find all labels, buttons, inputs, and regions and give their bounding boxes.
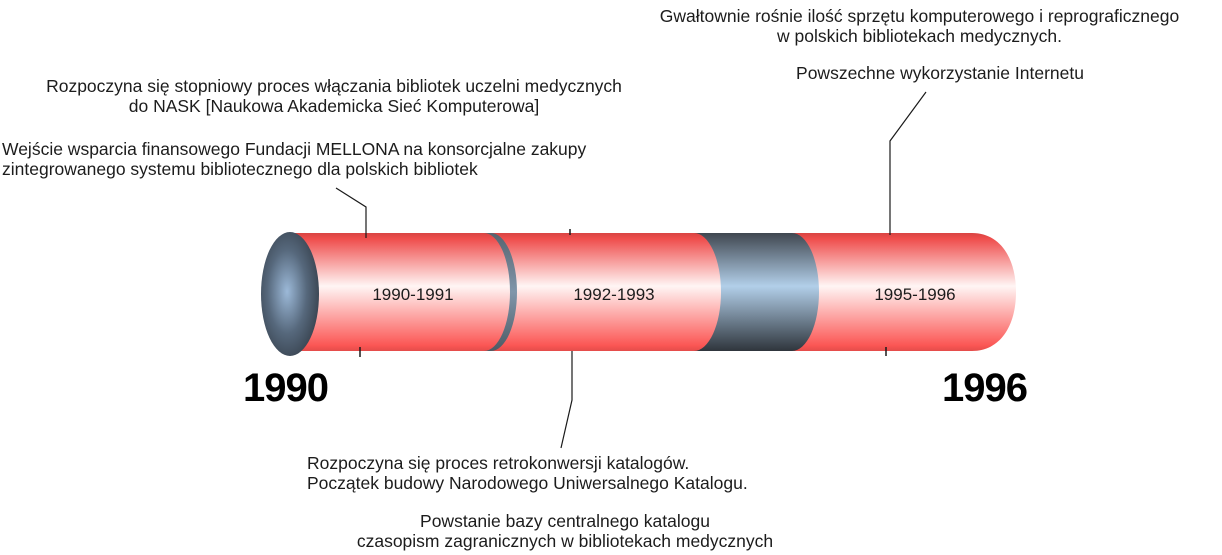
connector-mellona	[336, 188, 366, 238]
annotation-retroconversion-line-2: Początek budowy Narodowego Uniwersalnego Katalogu.	[307, 473, 748, 493]
annotation-equipment	[617, 6, 1222, 46]
start-year-label: 1990	[243, 366, 328, 410]
annotation-retroconversion	[307, 453, 748, 493]
annotation-mellona-line-1: Wejście wsparcia finansowego Fundacji MELLONA na konsorcjalne zakupy	[2, 139, 587, 159]
segment-label-1990-1991: 1990-1991	[372, 285, 454, 304]
segment-label-1992-1993: 1992-1993	[573, 285, 655, 304]
annotation-mellona-line-2: zintegrowanego systemu bibliotecznego dla polskich bibliotek	[2, 159, 478, 179]
annotation-mellona	[2, 139, 586, 179]
annotation-retroconversion-line-1: Rozpoczyna się proces retrokonwersji katalogów.	[307, 453, 690, 473]
annotation-central-catalog-line-1: Powstanie bazy centralnego katalogu	[420, 511, 710, 531]
tube-left-cap	[261, 232, 319, 356]
annotation-equipment-line-2: w polskich bibliotekach medycznych.	[777, 26, 1062, 46]
annotation-internet	[640, 63, 1222, 83]
annotation-nask-line-1: Rozpoczyna się stopniowy proces włączania bibliotek uczelni medycznych	[46, 76, 622, 96]
connector-retroconversion	[561, 351, 572, 448]
annotation-nask	[3, 76, 665, 116]
annotation-equipment-line-1: Gwałtownie rośnie ilość sprzętu komputerowego i reprograficznego	[659, 6, 1180, 26]
annotation-central-catalog	[280, 511, 850, 551]
annotation-central-catalog-line-2: czasopism zagranicznych w bibliotekach medycznych	[356, 531, 774, 551]
annotation-nask-line-2: do NASK [Naukowa Akademicka Sieć Komputerowa]	[128, 96, 540, 116]
connector-internet	[890, 92, 926, 235]
end-year-label: 1996	[942, 366, 1027, 410]
segment-label-1995-1996: 1995-1996	[874, 285, 956, 304]
annotation-internet-line-1: Powszechne wykorzystanie Internetu	[796, 63, 1084, 83]
